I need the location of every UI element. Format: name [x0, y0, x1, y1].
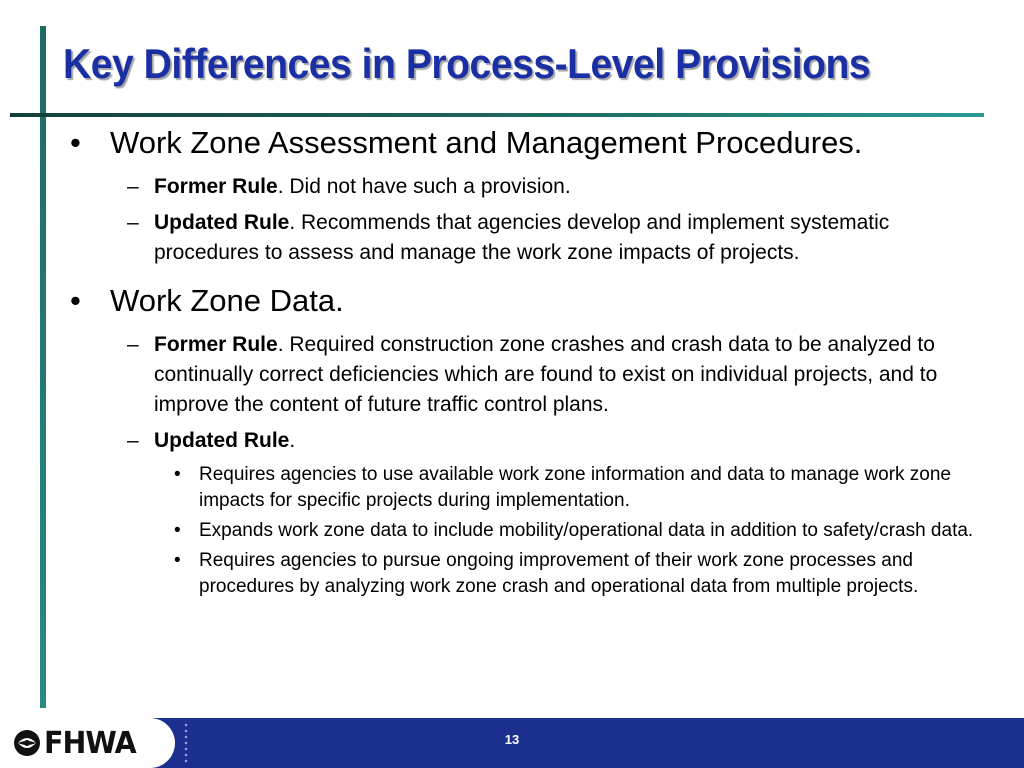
rule-text: .: [289, 429, 296, 452]
footer-divider: [184, 722, 188, 764]
bullet-icon: •: [174, 464, 181, 485]
bullet-icon: •: [70, 283, 81, 318]
horizontal-accent-line: [10, 113, 984, 117]
logo-panel: [0, 718, 175, 768]
bullet-assessment-procedures: [70, 124, 1000, 162]
slide-body: [70, 124, 1000, 604]
rule-label: Updated Rule: [154, 429, 290, 452]
subbullet-updated-rule: [70, 208, 1000, 268]
bullet-icon: •: [174, 550, 181, 571]
dash-icon: –: [127, 429, 139, 452]
subbullet-former-rule: [70, 172, 1000, 202]
list-item-text: Expands work zone data to include mobility/operational data in addition to safety/crash data.: [199, 520, 974, 541]
subbullet-updated-rule: [70, 426, 1000, 456]
bullet-icon: •: [70, 125, 81, 160]
bullet-heading: Work Zone Assessment and Management Procedures.: [110, 125, 863, 160]
dash-icon: –: [127, 175, 139, 198]
fhwa-shield-icon: [12, 728, 42, 758]
rule-label: Former Rule: [154, 175, 278, 198]
dash-icon: –: [127, 333, 139, 356]
dash-icon: –: [127, 211, 139, 234]
fhwa-logo: [12, 727, 141, 759]
page-number: 13: [504, 732, 520, 747]
rule-text: . Recommends that agencies develop and implement systematic procedures to assess and manage the work zone impacts of projects.: [154, 211, 890, 264]
bullet-heading: Work Zone Data.: [110, 283, 344, 318]
rule-text: . Did not have such a provision.: [277, 175, 571, 198]
logo-text: FHWA: [44, 725, 136, 761]
bullet-work-zone-data: [70, 282, 1000, 320]
footer-bar: [0, 718, 1024, 768]
vertical-accent-line: [40, 26, 46, 708]
list-item: [70, 548, 1000, 600]
list-item: [70, 518, 1000, 544]
list-item: [70, 462, 1000, 514]
rule-label: Former Rule: [154, 333, 278, 356]
rule-text: . Required construction zone crashes and crash data to be analyzed to continually correct deficiencies which are found to exist on individual projects, and to improve the content of future traffic control plans.: [154, 333, 938, 416]
slide-title: Key Differences in Process-Level Provisions: [63, 40, 871, 87]
list-item-text: Requires agencies to pursue ongoing improvement of their work zone processes and procedures by analyzing work zone crash and operational data from multiple projects.: [199, 550, 919, 597]
subbullet-former-rule: [70, 330, 1000, 420]
list-item-text: Requires agencies to use available work zone information and data to manage work zone impacts for specific projects during implementation.: [199, 464, 952, 511]
bullet-icon: •: [174, 520, 181, 541]
rule-label: Updated Rule: [154, 211, 290, 234]
